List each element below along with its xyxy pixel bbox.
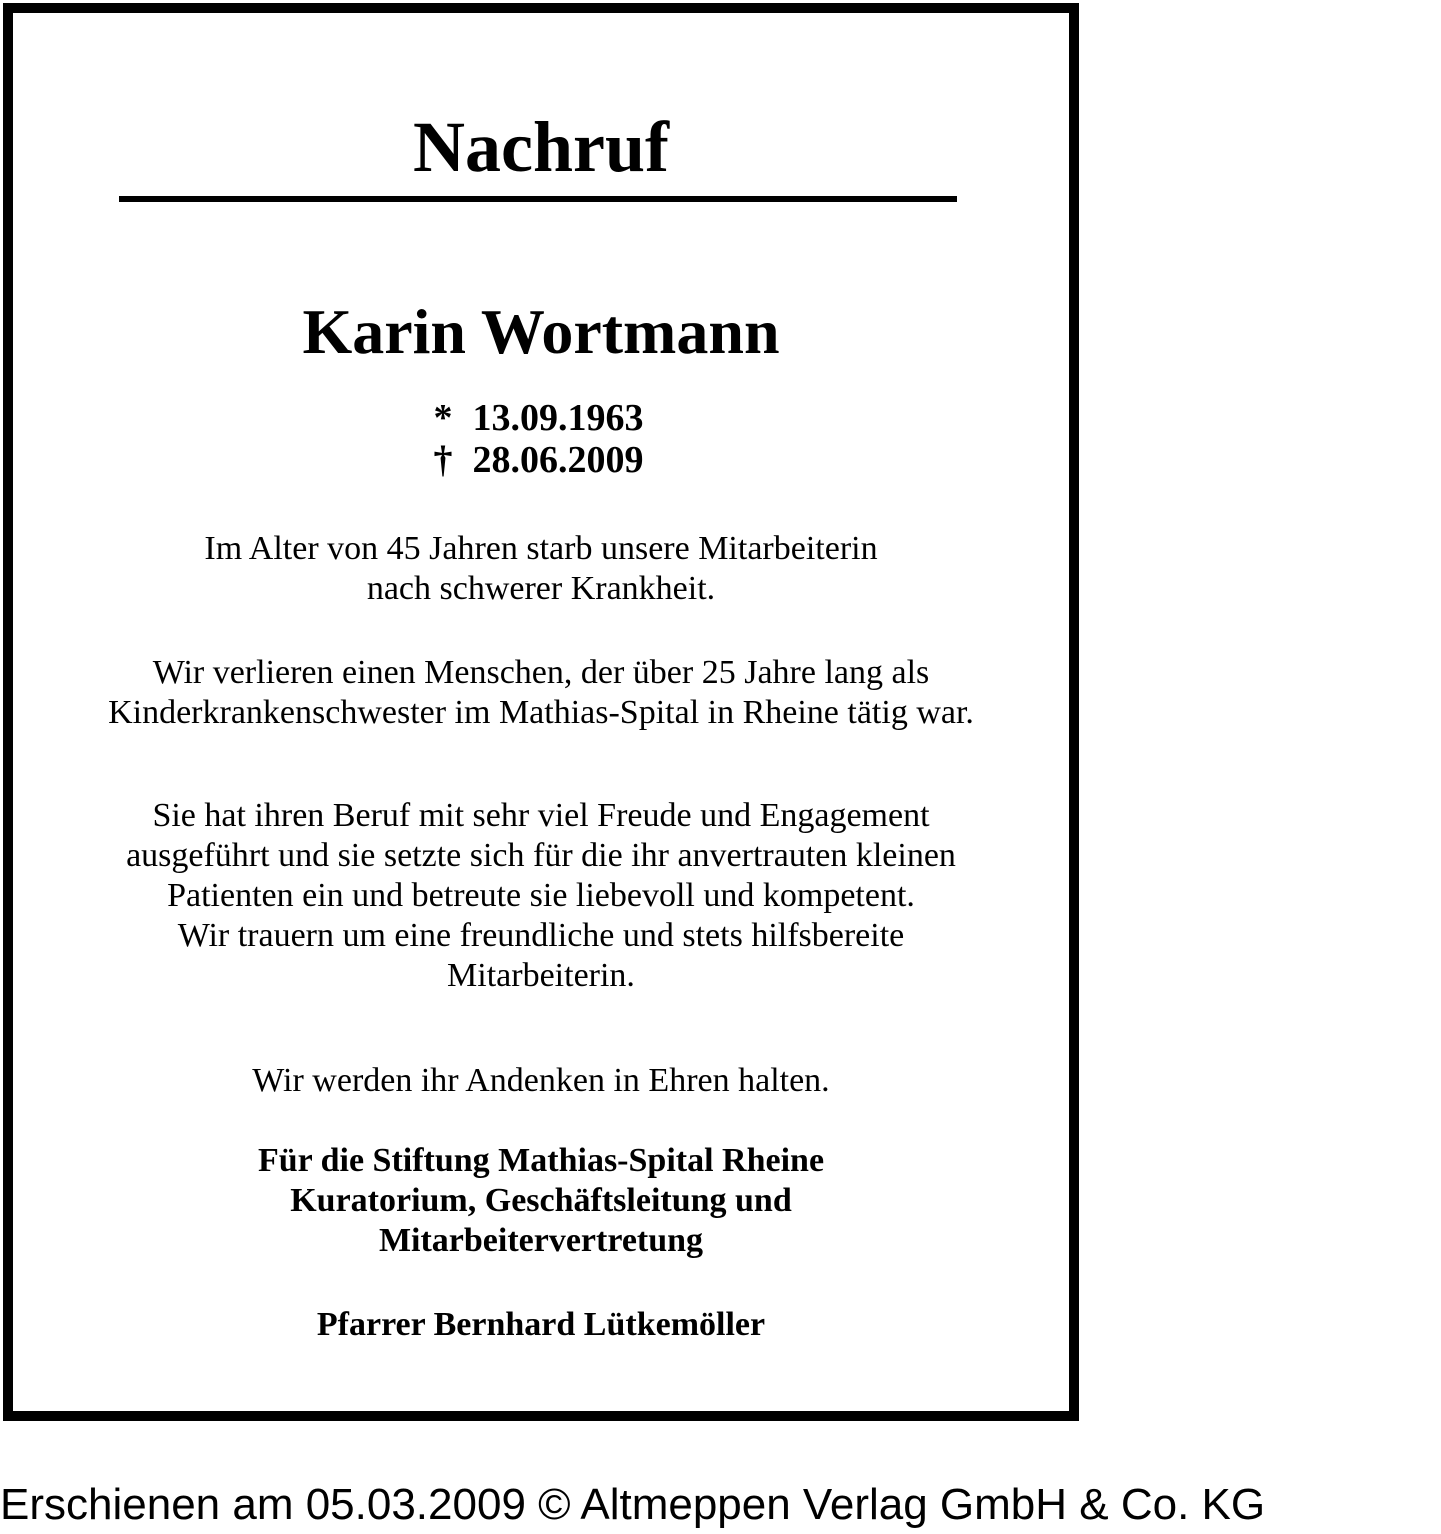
title-underline — [119, 196, 957, 202]
paragraph-line: Kinderkrankenschwester im Mathias-Spital in Rheine tätig war. — [108, 694, 974, 731]
signature-line: Für die Stiftung Mathias-Spital Rheine — [257, 1142, 825, 1179]
death-date-row — [423, 440, 644, 480]
paragraph-line: Mitarbeiterin. — [447, 957, 635, 994]
birth-date-row — [423, 398, 644, 438]
birth-star-icon: * — [433, 397, 453, 439]
pastor-name: Pfarrer Bernhard Lütkemöller — [316, 1306, 766, 1343]
birth-date: 13.09.1963 — [472, 397, 644, 439]
paragraph-line: Im Alter von 45 Jahren starb unsere Mitarbeiterin — [204, 530, 878, 567]
paragraph-line: Patienten ein und betreute sie liebevoll und kompetent. — [167, 877, 915, 914]
paragraph-line: Wir verlieren einen Menschen, der über 25 Jahre lang als — [152, 654, 930, 691]
paragraph-tribute — [13, 796, 1069, 996]
signature-line: Mitarbeitervertretung — [378, 1222, 704, 1259]
paragraph-remembrance — [13, 1061, 1069, 1101]
paragraph-career — [13, 653, 1069, 733]
paragraph-age — [13, 529, 1069, 609]
paragraph-line: Wir trauern um eine freundliche und stets hilfsbereite — [177, 917, 905, 954]
death-cross-icon: † — [433, 439, 453, 481]
signature-line: Kuratorium, Geschäftsleitung und — [290, 1182, 792, 1219]
paragraph-line: Wir werden ihr Andenken in Ehren halten. — [252, 1062, 830, 1099]
notice-title: Nachruf — [413, 107, 669, 187]
paragraph-line: ausgeführt und sie setzte sich für die ihr anvertrauten kleinen — [126, 837, 956, 874]
publication-footer: Erschienen am 05.03.2009 © Altmeppen Verlag GmbH & Co. KG — [0, 1480, 1266, 1529]
death-date: 28.06.2009 — [472, 439, 644, 481]
paragraph-line: nach schwerer Krankheit. — [366, 570, 716, 607]
signature-block — [13, 1141, 1069, 1261]
obituary-notice — [3, 3, 1079, 1421]
paragraph-line: Sie hat ihren Beruf mit sehr viel Freude und Engagement — [152, 797, 930, 834]
deceased-name: Karin Wortmann — [302, 296, 780, 367]
